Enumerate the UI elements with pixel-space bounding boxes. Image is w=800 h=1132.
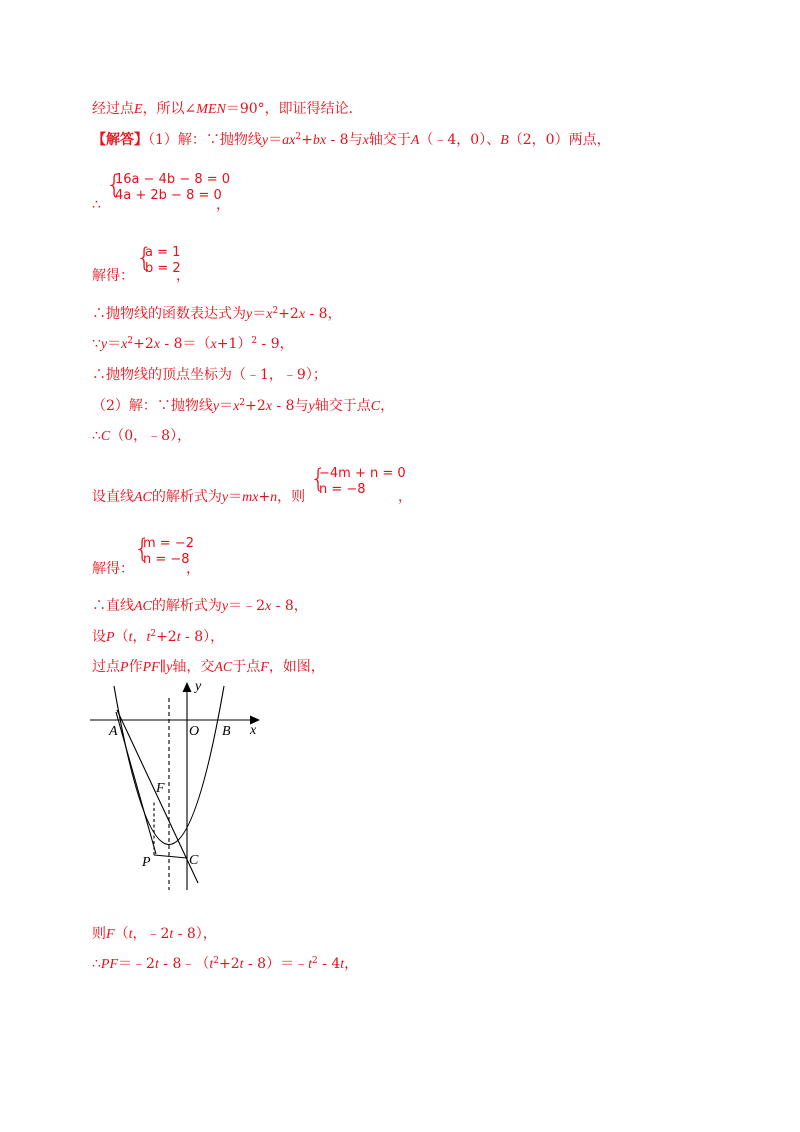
text-line-3: ∴ — [92, 197, 101, 213]
text-line-15: 则F（t，﹣2t ‑ 8）， — [92, 926, 217, 942]
text-line-11-end: ， — [186, 561, 200, 577]
text-line-10: 设直线AC的解析式为y＝mx+n，则 — [92, 489, 306, 505]
line-ap — [116, 712, 156, 854]
label-p: P — [142, 855, 151, 870]
label-x: x — [250, 723, 257, 738]
text-line-6: $\because y=x^2+2x$ ‑ $8=(x+1)^2$ ‑ 9， — [92, 336, 294, 352]
system-3-row-2: n = −8 — [319, 482, 366, 497]
text-line-8: （2）解：∵抛物线$y=x^2+2x$ ‑ 8与y轴交于点C， — [92, 398, 395, 414]
line-ac — [117, 710, 198, 883]
answer-tag: 【解答】 — [92, 132, 148, 148]
text-line-5: ∴抛物线的函数表达式为$y=x^2+2x$ ‑ 8， — [92, 306, 342, 322]
system-2-row-2: b = 2 — [145, 261, 181, 276]
system-2-row-1: a = 1 — [145, 245, 181, 260]
label-c: C — [189, 853, 199, 868]
y-axis-arrow — [183, 682, 192, 692]
label-f: F — [156, 781, 165, 796]
text-line-10-end: ， — [398, 489, 412, 505]
text-line-7: ∴抛物线的顶点坐标为（﹣1，﹣9）； — [92, 367, 327, 383]
system-1-row-2: 4a + 2b − 8 = 0 — [115, 188, 222, 203]
label-b: B — [222, 724, 231, 739]
text-line-9: ∴C（0，﹣8）， — [92, 428, 192, 444]
label-a: A — [109, 724, 118, 739]
text-line-2: 【解答】（1）解：∵抛物线$y=ax^2+bx$ ‑ 8与x轴交于A（﹣4，0）、B（2，0）两点， — [92, 132, 611, 148]
text-line-3-end: ， — [216, 197, 230, 213]
text-line-1: 经过点E，所以∠MEN＝90°，即证得结论． — [92, 101, 363, 117]
system-4-row-2: n = −8 — [143, 552, 190, 567]
label-y: y — [195, 679, 202, 694]
system-1-row-1: 16a − 4b − 8 = 0 — [115, 172, 231, 187]
line-pc — [154, 855, 187, 858]
text-line-4-end: ， — [176, 268, 190, 284]
text-line-12: ∴直线AC的解析式为y＝﹣2x ‑ 8， — [92, 598, 308, 614]
text-line-14: 过点P作PF∥y轴，交AC于点F，如图， — [92, 659, 325, 675]
system-3-row-1: −4m + n = 0 — [319, 466, 406, 481]
label-o: O — [189, 724, 200, 739]
parabola-figure — [86, 676, 276, 898]
text-line-16: ∴PF＝﹣2t ‑ $8﹣(t^2+2t$ ‑ $8)=﹣t^2$ ‑ 4t， — [92, 956, 359, 972]
text-line-11: 解得： — [92, 561, 134, 577]
system-4-row-1: m = −2 — [143, 536, 194, 551]
text-line-4: 解得： — [92, 268, 134, 284]
text-line-13: 设P（t，$t^2+2t$ ‑ 8）， — [92, 629, 225, 645]
